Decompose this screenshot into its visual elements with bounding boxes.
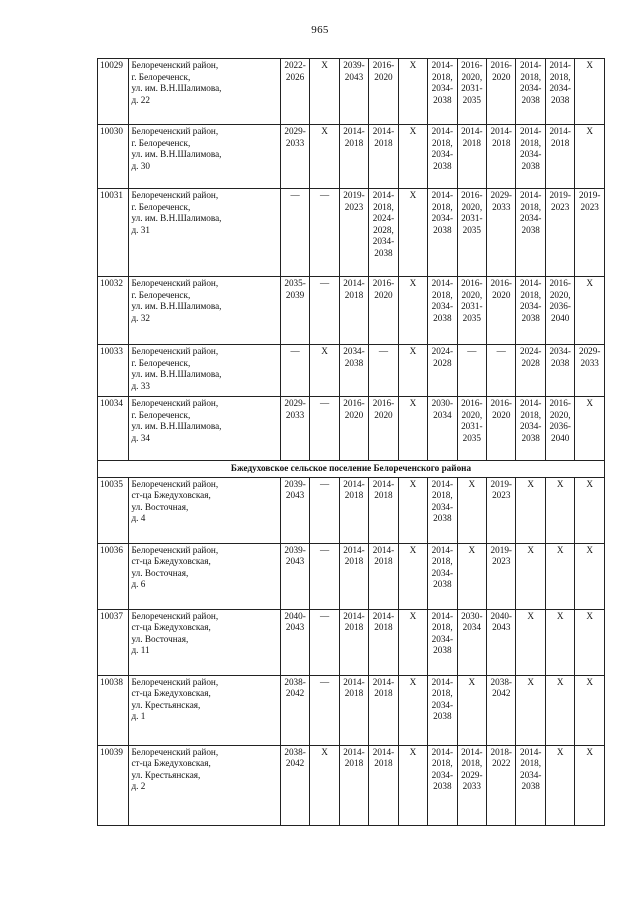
period-cell: 2014- 2018, 2034- 2038: [428, 609, 457, 675]
section-title: Бжедуховское сельское поселение Белореченского района: [98, 461, 605, 478]
period-cell: Х: [545, 609, 574, 675]
period-cell: 2024- 2028: [428, 345, 457, 397]
period-cell: Х: [310, 125, 339, 189]
record-number: 10032: [98, 277, 129, 345]
record-number: 10034: [98, 397, 129, 461]
period-cell: 2034- 2038: [545, 345, 574, 397]
period-cell: Х: [516, 543, 545, 609]
period-cell: 2014- 2018, 2034- 2038: [428, 125, 457, 189]
period-cell: —: [280, 189, 309, 277]
period-cell: 2016- 2020, 2031- 2035: [457, 59, 486, 125]
period-cell: 2014- 2018: [339, 477, 368, 543]
period-cell: 2014- 2018: [339, 745, 368, 825]
table-row: [98, 277, 605, 345]
address-cell: Белореченский район, ст-ца Бжедуховская, ул. Восточная, д. 11: [129, 609, 280, 675]
period-cell: Х: [575, 675, 605, 745]
record-number: 10029: [98, 59, 129, 125]
period-cell: 2029- 2033: [280, 397, 309, 461]
period-cell: 2014- 2018: [369, 745, 398, 825]
period-cell: 2016- 2020, 2036- 2040: [545, 397, 574, 461]
address-cell: Белореченский район, ст-ца Бжедуховская, ул. Восточная, д. 4: [129, 477, 280, 543]
address-cell: Белореченский район, г. Белореченск, ул. им. В.Н.Шалимова, д. 33: [129, 345, 280, 397]
period-cell: —: [310, 609, 339, 675]
period-cell: 2016- 2020: [487, 397, 516, 461]
period-cell: 2016- 2020, 2031- 2035: [457, 189, 486, 277]
period-cell: 2014- 2018: [487, 125, 516, 189]
period-cell: Х: [310, 59, 339, 125]
period-cell: Х: [545, 543, 574, 609]
period-cell: Х: [545, 477, 574, 543]
period-cell: Х: [457, 477, 486, 543]
period-cell: Х: [310, 745, 339, 825]
period-cell: 2022- 2026: [280, 59, 309, 125]
period-cell: Х: [575, 609, 605, 675]
address-cell: Белореченский район, ст-ца Бжедуховская, ул. Крестьянская, д. 2: [129, 745, 280, 825]
period-cell: Х: [398, 125, 427, 189]
period-cell: —: [280, 345, 309, 397]
period-cell: 2029- 2033: [280, 125, 309, 189]
period-cell: Х: [575, 477, 605, 543]
period-cell: 2019- 2023: [487, 543, 516, 609]
period-cell: 2040- 2043: [487, 609, 516, 675]
period-cell: —: [487, 345, 516, 397]
period-cell: 2014- 2018: [369, 675, 398, 745]
period-cell: 2014- 2018, 2034- 2038: [428, 745, 457, 825]
period-cell: 2038- 2042: [280, 675, 309, 745]
period-cell: 2030- 2034: [428, 397, 457, 461]
period-cell: 2038- 2042: [487, 675, 516, 745]
section-header-group: [98, 461, 605, 478]
period-cell: 2016- 2020: [487, 277, 516, 345]
period-cell: Х: [575, 125, 605, 189]
period-cell: 2016- 2020: [369, 59, 398, 125]
period-cell: Х: [575, 277, 605, 345]
period-cell: 2014- 2018, 2034- 2038: [428, 477, 457, 543]
address-cell: Белореченский район, г. Белореченск, ул. им. В.Н.Шалимова, д. 22: [129, 59, 280, 125]
table-row: [98, 609, 605, 675]
period-cell: 2014- 2018, 2034- 2038: [428, 59, 457, 125]
record-number: 10037: [98, 609, 129, 675]
table-body-bzhedukhovskoe: [98, 477, 605, 825]
period-cell: Х: [398, 59, 427, 125]
period-cell: Х: [516, 477, 545, 543]
table-row: [98, 477, 605, 543]
period-cell: 2014- 2018, 2034- 2038: [516, 277, 545, 345]
period-cell: 2014- 2018, 2034- 2038: [516, 745, 545, 825]
period-cell: Х: [457, 543, 486, 609]
period-cell: —: [457, 345, 486, 397]
address-cell: Белореченский район, ст-ца Бжедуховская, ул. Крестьянская, д. 1: [129, 675, 280, 745]
period-cell: —: [310, 675, 339, 745]
period-cell: Х: [398, 609, 427, 675]
period-cell: 2024- 2028: [516, 345, 545, 397]
period-cell: Х: [398, 277, 427, 345]
period-cell: Х: [310, 345, 339, 397]
period-cell: 2014- 2018: [339, 277, 368, 345]
period-cell: 2014- 2018, 2029- 2033: [457, 745, 486, 825]
address-cell: Белореченский район, г. Белореченск, ул. им. В.Н.Шалимова, д. 30: [129, 125, 280, 189]
record-number: 10039: [98, 745, 129, 825]
period-cell: Х: [457, 675, 486, 745]
record-number: 10038: [98, 675, 129, 745]
period-cell: —: [310, 397, 339, 461]
table-body-belorechensk: [98, 59, 605, 461]
period-cell: 2014- 2018, 2034- 2038: [516, 189, 545, 277]
record-number: 10035: [98, 477, 129, 543]
period-cell: —: [369, 345, 398, 397]
period-cell: Х: [398, 543, 427, 609]
period-cell: 2014- 2018, 2034- 2038: [516, 125, 545, 189]
period-cell: 2014- 2018, 2034- 2038: [428, 543, 457, 609]
period-cell: 2014- 2018: [545, 125, 574, 189]
period-cell: 2016- 2020: [487, 59, 516, 125]
period-cell: 2030- 2034: [457, 609, 486, 675]
period-cell: 2014- 2018, 2024- 2028, 2034- 2038: [369, 189, 398, 277]
record-number: 10030: [98, 125, 129, 189]
table-row: [98, 125, 605, 189]
period-cell: Х: [516, 675, 545, 745]
period-cell: 2014- 2018: [369, 609, 398, 675]
period-cell: 2014- 2018: [369, 543, 398, 609]
period-cell: 2014- 2018, 2034- 2038: [428, 189, 457, 277]
period-cell: 2019- 2023: [545, 189, 574, 277]
period-cell: —: [310, 189, 339, 277]
page-number: 965: [311, 24, 329, 36]
period-cell: 2014- 2018, 2034- 2038: [428, 675, 457, 745]
table-row: [98, 543, 605, 609]
period-cell: Х: [575, 397, 605, 461]
period-cell: 2014- 2018, 2034- 2038: [516, 59, 545, 125]
period-cell: 2014- 2018: [339, 543, 368, 609]
period-cell: 2014- 2018: [369, 477, 398, 543]
period-cell: 2019- 2023: [575, 189, 605, 277]
period-cell: Х: [516, 609, 545, 675]
period-cell: 2035- 2039: [280, 277, 309, 345]
period-cell: 2014- 2018, 2034- 2038: [516, 397, 545, 461]
period-cell: 2029- 2033: [575, 345, 605, 397]
registry-table: [97, 58, 605, 826]
period-cell: Х: [398, 189, 427, 277]
period-cell: —: [310, 277, 339, 345]
period-cell: Х: [398, 675, 427, 745]
period-cell: 2039- 2043: [280, 477, 309, 543]
period-cell: Х: [575, 59, 605, 125]
period-cell: 2014- 2018, 2034- 2038: [545, 59, 574, 125]
period-cell: 2014- 2018: [369, 125, 398, 189]
table-row: [98, 345, 605, 397]
period-cell: Х: [545, 675, 574, 745]
period-cell: 2039- 2043: [280, 543, 309, 609]
period-cell: Х: [398, 397, 427, 461]
record-number: 10033: [98, 345, 129, 397]
period-cell: —: [310, 477, 339, 543]
period-cell: 2019- 2023: [487, 477, 516, 543]
period-cell: 2016- 2020: [369, 397, 398, 461]
table-row: [98, 745, 605, 825]
period-cell: 2039- 2043: [339, 59, 368, 125]
period-cell: 2019- 2023: [339, 189, 368, 277]
table-row: [98, 59, 605, 125]
period-cell: Х: [575, 543, 605, 609]
period-cell: 2016- 2020, 2031- 2035: [457, 277, 486, 345]
address-cell: Белореченский район, г. Белореченск, ул. им. В.Н.Шалимова, д. 34: [129, 397, 280, 461]
period-cell: 2014- 2018, 2034- 2038: [428, 277, 457, 345]
period-cell: Х: [398, 477, 427, 543]
period-cell: 2014- 2018: [339, 125, 368, 189]
period-cell: —: [310, 543, 339, 609]
section-header-row: [98, 461, 605, 478]
record-number: 10036: [98, 543, 129, 609]
period-cell: 2016- 2020: [369, 277, 398, 345]
period-cell: 2034- 2038: [339, 345, 368, 397]
period-cell: 2018- 2022: [487, 745, 516, 825]
address-cell: Белореченский район, г. Белореченск, ул. им. В.Н.Шалимова, д. 31: [129, 189, 280, 277]
period-cell: Х: [575, 745, 605, 825]
record-number: 10031: [98, 189, 129, 277]
period-cell: 2016- 2020, 2036- 2040: [545, 277, 574, 345]
period-cell: 2014- 2018: [339, 675, 368, 745]
period-cell: Х: [398, 745, 427, 825]
period-cell: 2014- 2018: [457, 125, 486, 189]
period-cell: 2029- 2033: [487, 189, 516, 277]
period-cell: 2014- 2018: [339, 609, 368, 675]
address-cell: Белореченский район, ст-ца Бжедуховская, ул. Восточная, д. 6: [129, 543, 280, 609]
period-cell: 2016- 2020: [339, 397, 368, 461]
address-cell: Белореченский район, г. Белореченск, ул. им. В.Н.Шалимова, д. 32: [129, 277, 280, 345]
period-cell: 2038- 2042: [280, 745, 309, 825]
period-cell: Х: [545, 745, 574, 825]
period-cell: 2040- 2043: [280, 609, 309, 675]
table-row: [98, 675, 605, 745]
table-row: [98, 397, 605, 461]
table-row: [98, 189, 605, 277]
period-cell: Х: [398, 345, 427, 397]
period-cell: 2016- 2020, 2031- 2035: [457, 397, 486, 461]
